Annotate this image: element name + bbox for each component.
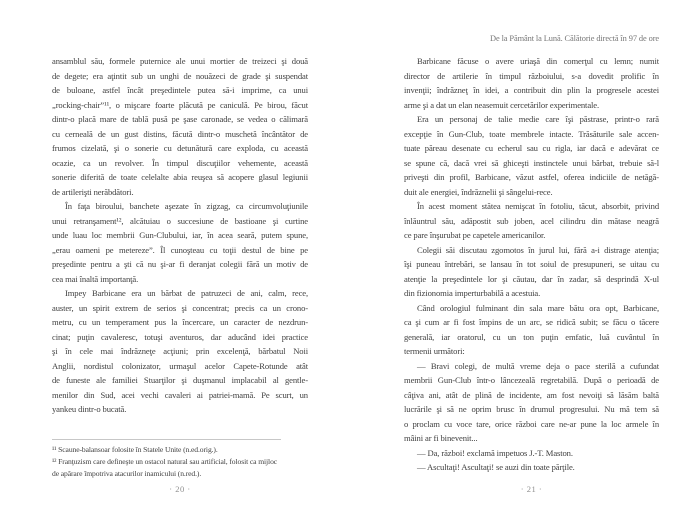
text-line: menilor din Sud, acei vechi cavaleri ai patriei-mamă. Pe scurt, un <box>52 389 308 400</box>
text-line: ansamblul său, formele puternice ale unui mortier de treizeci şi două <box>52 56 308 66</box>
text-line: Impey Barbicane era un bărbat de patruzeci de ani, calm, rece, <box>65 288 308 298</box>
text-line: de funeste ale familiei Stuarţilor şi duşmanul implacabil al gentle- <box>52 375 308 385</box>
text-line: frumos cizelată, şi o sonerie cu detunătură care exploda, cu această <box>52 143 308 153</box>
text-line: — Ascultaţi! Ascultaţi! se auzi din toate părţile. <box>417 462 575 472</box>
right-page-text <box>404 54 659 475</box>
text-line: duit ale energiei, îndrăznelii şi sângelui-rece. <box>404 186 553 197</box>
text-line: arme şi a dat un elan neasemuit cercetărilor experimentale. <box>404 99 600 110</box>
text-line: o proclam cu voce tare, orice război care ne-ar pune la loc armele în <box>404 418 659 429</box>
page-number-left: · 20 · <box>169 484 191 494</box>
text-line: Colegii săi discutau zgomotos în jurul lui, fără a-i distrage atenţia; <box>417 244 659 255</box>
text-line: unui retranşament¹², alcătuiau o succesiune de bastioane şi curtine <box>52 215 308 226</box>
text-line: ¹¹ Scaune-balansoar folosite în Statele Unite (n.ed.orig.). <box>52 445 218 454</box>
paragraph <box>404 460 659 475</box>
text-line: de apărare împotriva atacurilor inamicului (n.red.). <box>52 468 202 478</box>
text-line: cinat; puţin cavaleresc, totuşi aventuros, dar aducând idei practice <box>52 331 308 342</box>
paragraph <box>404 446 659 461</box>
paragraph <box>52 199 308 286</box>
text-line: cea mai înaltă importanţă. <box>52 273 139 284</box>
paragraph <box>404 301 659 359</box>
text-line: înlăuntrul său, adăpostit sub joben, acel cilindru din mătase neagră <box>404 215 659 226</box>
text-line: dintr-o placă mare de tablă pusă pe şase caronade, se vedea o călimară <box>52 114 308 124</box>
text-line: priveşti din profil, Barbicane, văzut astfel, oferea indiciile de netăgă- <box>404 172 659 182</box>
text-line: — Da, război! exclamă impetuos J.-T. Maston. <box>417 447 573 458</box>
paragraph <box>404 359 659 446</box>
paragraph <box>404 243 659 301</box>
left-page-text <box>52 54 308 417</box>
text-line: În acest moment stătea nemişcat în fotoliu, tăcut, absorbit, privind <box>417 201 659 211</box>
text-line: de degete; era aţintit sub un unghi de nouăzeci de grade şi suspendat <box>52 70 308 81</box>
text-line: — Bravi colegi, de multă vreme deja o pace sterilă a cufundat <box>417 360 659 371</box>
text-line: excepţie în Gun-Club, toate membrele intacte. Trăsăturile sale accen- <box>404 128 659 139</box>
text-line: se spune că, dacă vrei să ghiceşti instinctele unui bărbat, trebuie să-l <box>404 157 659 168</box>
text-line: ocazie, ca un revolver. În timpul discuţiilor vehemente, această <box>52 157 308 168</box>
paragraph <box>404 199 659 243</box>
text-line: preşedinte pentru a şti că nu şi-ar fi deranjat colegii fără un motiv de <box>52 259 308 269</box>
text-line: atenţie la preşedintele lor şi căutau, dar în zadar, să desprindă X-ul <box>404 273 659 284</box>
text-line: şi în cele mai îndrăzneţe acţiuni; prin excelenţă, bărbatul Noii <box>52 346 308 356</box>
text-line: ca şi cum ar fi fost împins de un arc, se ridică subit; se făcu o tăcere <box>404 317 659 327</box>
text-line: ce pare înşurubat pe capetele americanilor. <box>404 230 546 240</box>
paragraph <box>52 444 308 456</box>
text-line: Barbicane făcuse o avere uriaşă din comerţul cu lemn; numit <box>417 56 659 66</box>
page-number-right: · 21 · <box>520 484 543 494</box>
text-line: membrii Gun-Club într-o lâncezeală regretabilă. După o perioadă de <box>404 375 659 385</box>
text-line: îşi puneau întrebări, se lansau în tot soiul de presupuneri, se uitau cu <box>404 259 659 269</box>
text-line: mâini ar fi binevenit... <box>404 433 478 443</box>
text-line: „erau oameni pe metereze”. Îl cunoşteau cu toţii destul de bine pe <box>52 244 308 255</box>
text-line: de artilerişti nerăbdători. <box>52 186 134 197</box>
text-line: „rocking-chair”¹¹, o mişcare foarte plăcută pe caniculă. Pe birou, făcut <box>52 99 308 110</box>
text-line: director de artilerie în timpul războiului, s-a dovedit prolific în <box>404 70 659 81</box>
text-line: sonerie diferită de toate celelalte abia reuşea să acopere glasul legiunii <box>52 172 308 182</box>
running-header: De la Pământ la Lună. Călătorie directă în 97 de ore <box>490 34 659 43</box>
text-line: din fizionomia imperturbabilă a acestuia. <box>404 288 541 298</box>
paragraph <box>52 286 308 417</box>
paragraph <box>52 54 308 199</box>
text-line: de buloane, astfel încât preşedintele putea să-i imprime, ca unui <box>52 85 308 95</box>
text-line: termenii următori: <box>404 346 465 356</box>
footnotes <box>52 444 308 479</box>
footnote-separator <box>52 439 281 440</box>
text-line: metru, cu un temperament pus la încercare, un caracter de nezdrun- <box>52 317 308 327</box>
text-line: invenţii; îndrăzneţ în idei, a contribuit din plin la progresele acestei <box>404 85 659 95</box>
text-line: ¹² Franţuzism care defineşte un ostacol natural sau artificial, folosit ca mijloc <box>52 456 278 466</box>
text-line: câţiva ani, atât de plină de incidente, am fost nevoiţi să lăsăm baltă <box>404 389 659 400</box>
text-line: tuate păreau desenate cu echerul sau cu rigla, iar dacă e adevărat ce <box>404 143 659 153</box>
text-line: auster, un spirit extrem de serios şi concentrat; precis ca un crono- <box>52 302 308 313</box>
paragraph <box>52 456 308 480</box>
text-line: lucrările şi să ne oprim brusc în drumul progresului. Nu mă tem să <box>404 404 659 414</box>
text-line: unde luau loc membrii Gun-Clubului, iar, în acea seară, putem spune, <box>52 230 308 240</box>
text-line: yankeu dintr-o bucată. <box>52 404 127 414</box>
text-line: În faţa biroului, banchete aşezate în zigzag, ca circumvoluţiunile <box>65 201 308 211</box>
paragraph <box>404 54 659 112</box>
text-line: generală, iar oratorul, cu un ton puţin emfatic, luă cuvântul în <box>404 331 659 342</box>
text-line: Era un personaj de talie medie care îşi păstrase, printr-o rară <box>417 114 659 124</box>
text-line: Când orologiul fulminant din sala mare bătu ora opt, Barbicane, <box>417 302 659 313</box>
paragraph <box>404 112 659 199</box>
text-line: Anglii, nordistul colonizator, urmaşul acelor Capete-Rotunde atât <box>52 360 308 371</box>
text-line: cu cerneală de un gust distins, făcută dintr-o muschetă încântător de <box>52 128 308 139</box>
